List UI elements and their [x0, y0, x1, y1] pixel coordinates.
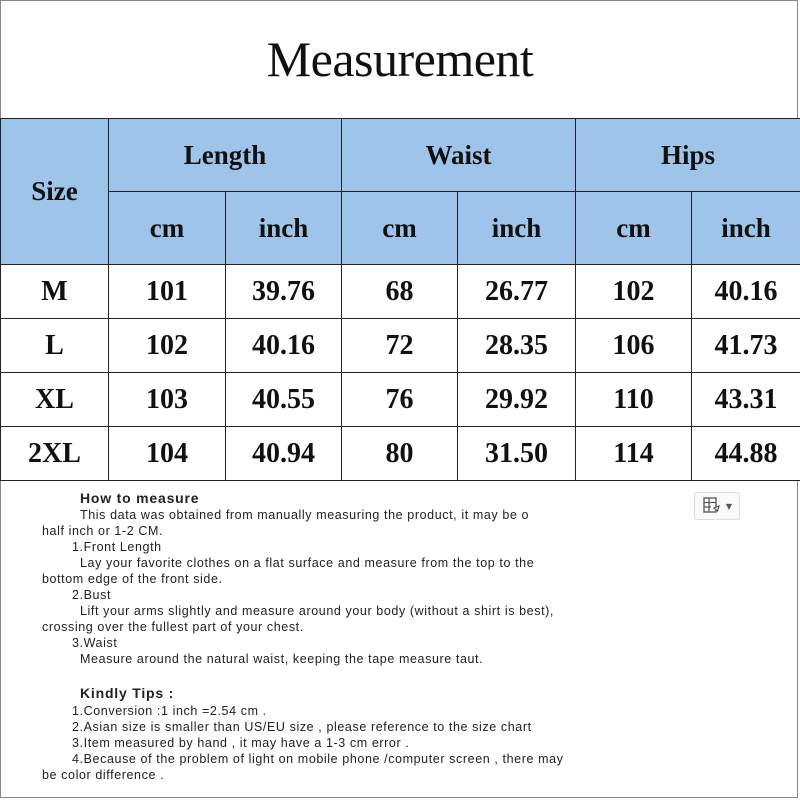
note-subheading: 3.Waist	[72, 636, 118, 650]
table-cell: 26.77	[458, 265, 576, 319]
table-cell: 40.16	[226, 319, 342, 373]
unit-header: cm	[576, 192, 692, 265]
how-to-measure-heading: How to measure	[80, 490, 200, 506]
chevron-down-icon: ▼	[725, 501, 733, 511]
table-row	[1, 373, 800, 427]
table-row	[1, 319, 800, 373]
size-cell: M	[1, 265, 109, 319]
table-cell: 31.50	[458, 427, 576, 481]
tip-text: 2.Asian size is smaller than US/EU size , please reference to the size chart	[72, 720, 532, 734]
table-cell: 40.16	[692, 265, 800, 319]
note-text: Lift your arms slightly and measure around your body (without a shirt is best),	[80, 604, 554, 618]
unit-header: inch	[692, 192, 800, 265]
table-cell: 28.35	[458, 319, 576, 373]
page-title: Measurement	[266, 31, 534, 87]
measurement-notes	[0, 480, 800, 798]
table-cell: 102	[576, 265, 692, 319]
tip-text: be color difference .	[42, 768, 165, 782]
table-cell: 106	[576, 319, 692, 373]
table-cell: 101	[109, 265, 226, 319]
unit-header: cm	[109, 192, 226, 265]
table-cell: 103	[109, 373, 226, 427]
table-cell: 40.94	[226, 427, 342, 481]
note-text: This data was obtained from manually measuring the product, it may be o	[80, 508, 530, 522]
table-cell: 76	[342, 373, 458, 427]
table-cell: 104	[109, 427, 226, 481]
unit-header: inch	[226, 192, 342, 265]
table-cell: 41.73	[692, 319, 800, 373]
table-cell: 39.76	[226, 265, 342, 319]
kindly-tips-heading: Kindly Tips :	[80, 685, 175, 701]
note-subheading: 1.Front Length	[72, 540, 162, 554]
tip-text: 1.Conversion :1 inch =2.54 cm .	[72, 704, 267, 718]
table-cell: 80	[342, 427, 458, 481]
table-cell: 43.31	[692, 373, 800, 427]
note-text: half inch or 1-2 CM.	[42, 524, 164, 538]
table-cell: 102	[109, 319, 226, 373]
hips-header: Hips	[576, 119, 800, 192]
size-cell: L	[1, 319, 109, 373]
waist-header: Waist	[342, 119, 576, 192]
note-text: bottom edge of the front side.	[42, 572, 223, 586]
table-format-button[interactable]	[694, 492, 740, 520]
tip-text: 3.Item measured by hand , it may have a 1-3 cm error .	[72, 736, 410, 750]
table-cell: 29.92	[458, 373, 576, 427]
tip-text: 4.Because of the problem of light on mobile phone /computer screen , there may	[72, 752, 564, 766]
table-format-icon	[702, 496, 722, 516]
size-chart-table	[0, 118, 800, 481]
table-cell: 68	[342, 265, 458, 319]
note-text: Lay your favorite clothes on a flat surface and measure from the top to the	[80, 556, 535, 570]
length-header: Length	[109, 119, 342, 192]
table-cell: 44.88	[692, 427, 800, 481]
table-cell: 110	[576, 373, 692, 427]
unit-header: cm	[342, 192, 458, 265]
size-cell: XL	[1, 373, 109, 427]
unit-header: inch	[458, 192, 576, 265]
note-text: Measure around the natural waist, keeping the tape measure taut.	[80, 652, 484, 666]
table-cell: 40.55	[226, 373, 342, 427]
table-row	[1, 427, 800, 481]
table-row	[1, 265, 800, 319]
size-cell: 2XL	[1, 427, 109, 481]
table-cell: 114	[576, 427, 692, 481]
size-header: Size	[1, 119, 109, 265]
note-text: crossing over the fullest part of your chest.	[42, 620, 304, 634]
note-subheading: 2.Bust	[72, 588, 112, 602]
table-cell: 72	[342, 319, 458, 373]
